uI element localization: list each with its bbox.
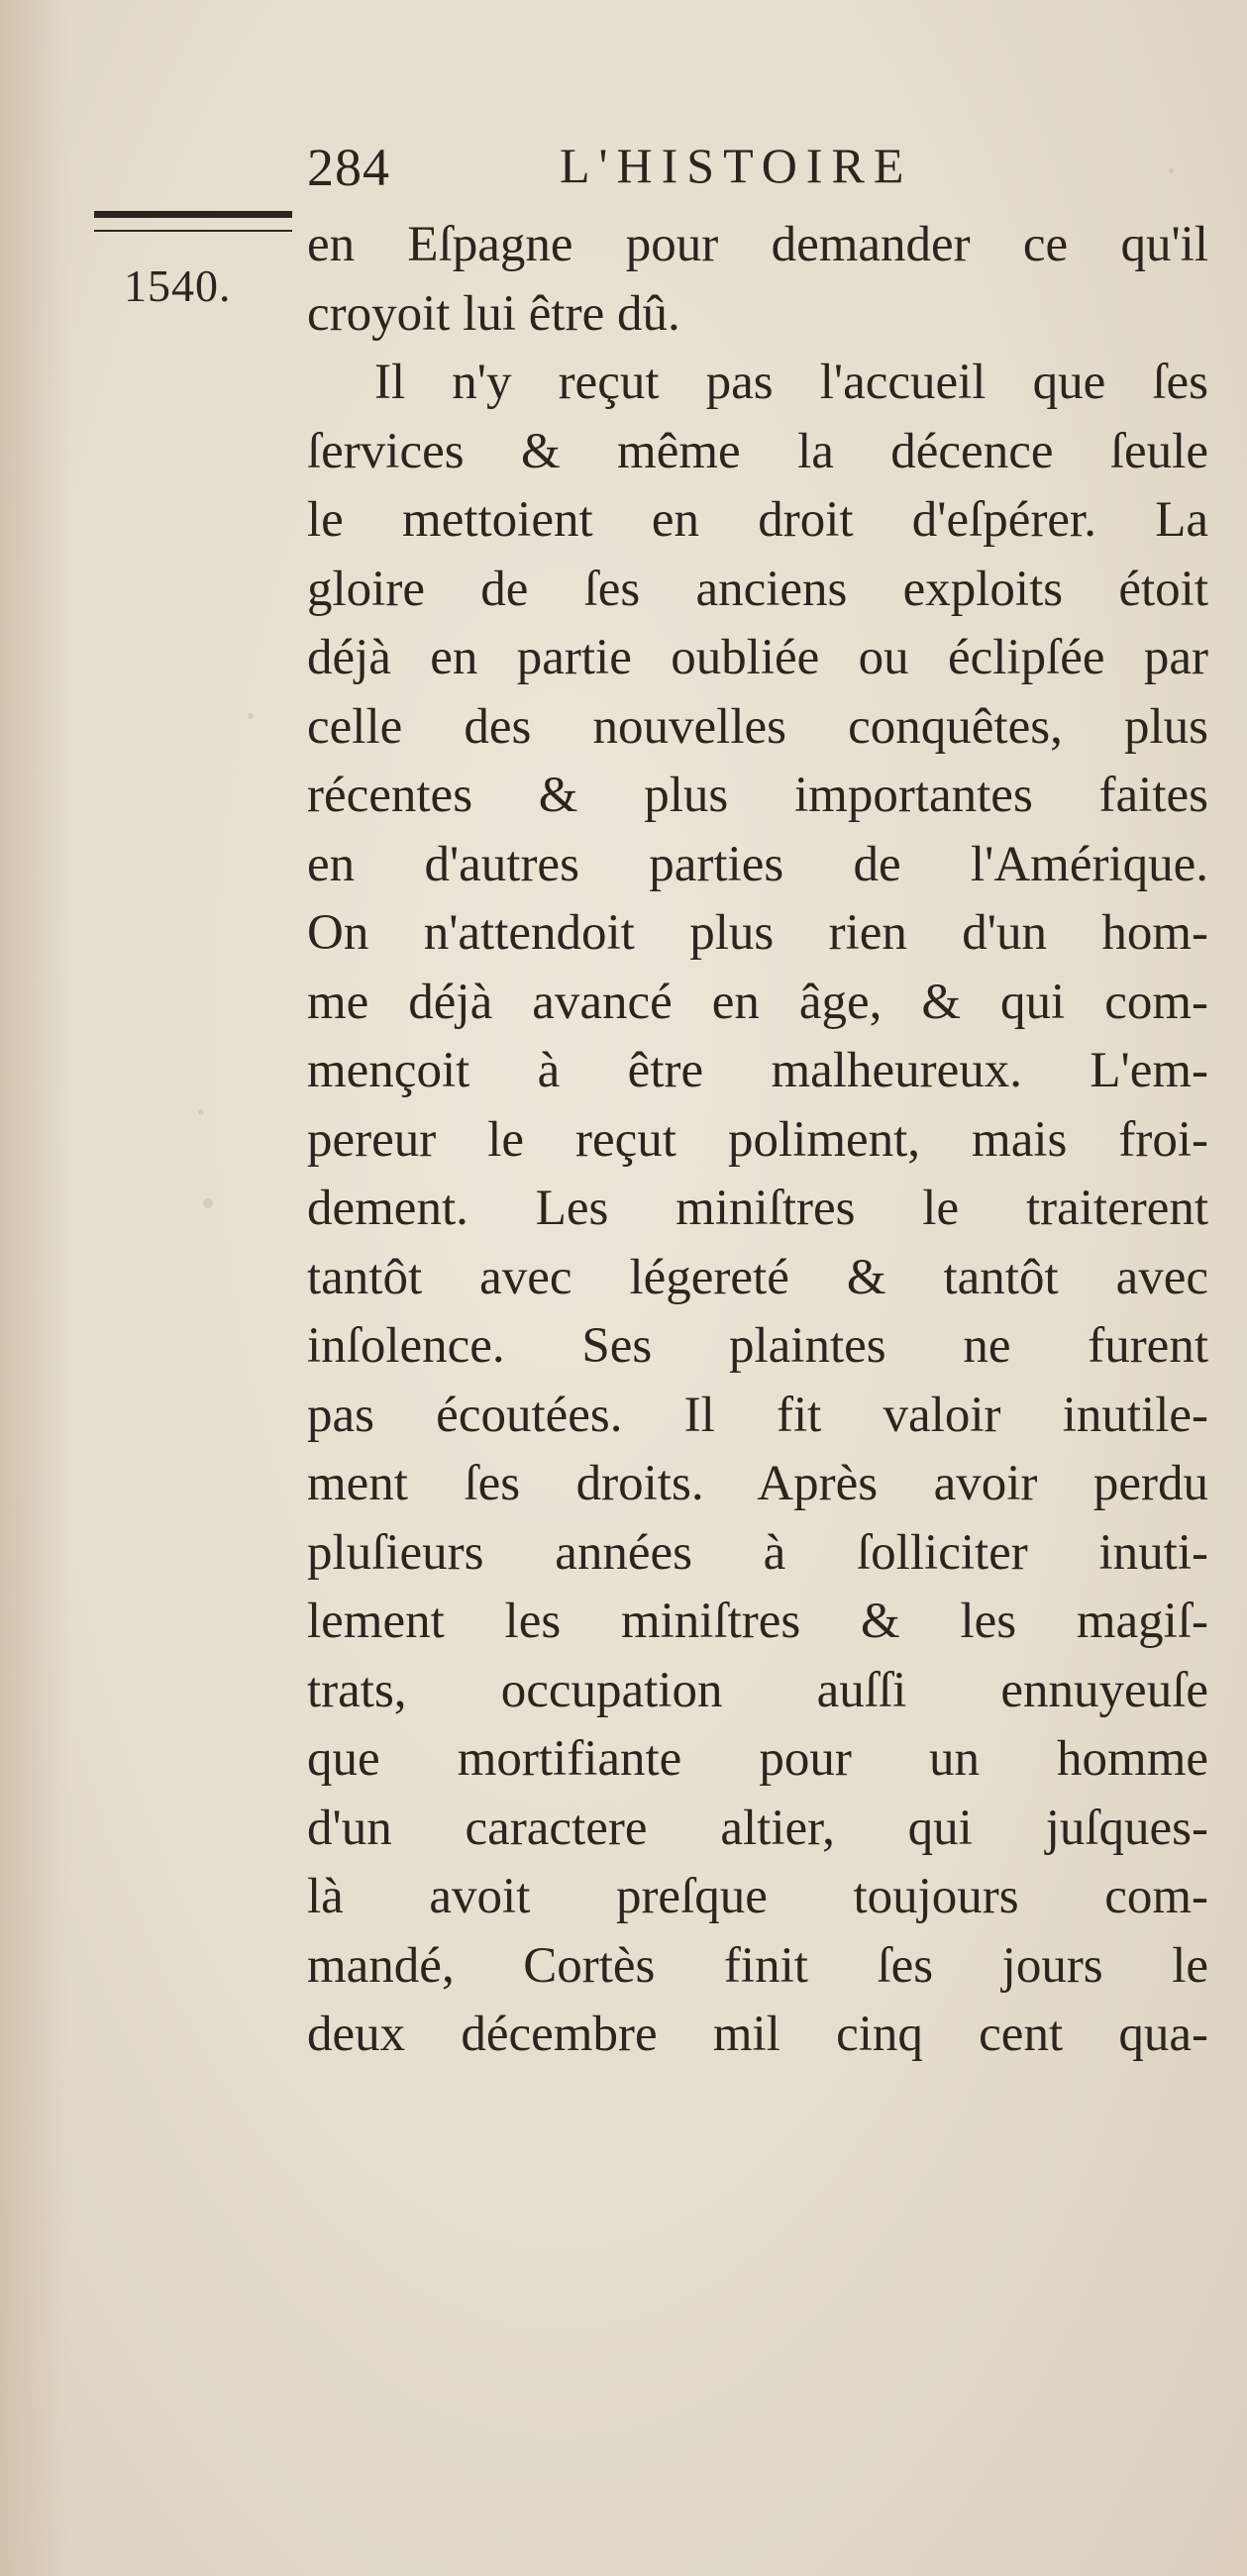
text-line: en Eſpagne pour demander ce qu'il bbox=[307, 217, 1208, 272]
text-line: croyoit lui être dû. bbox=[307, 285, 680, 342]
text-line: On n'attendoit plus rien d'un hom- bbox=[307, 905, 1208, 961]
page-header bbox=[307, 137, 1218, 206]
text-line: récentes & plus importantes faites bbox=[307, 768, 1208, 823]
text-line: gloire de ſes anciens exploits étoit bbox=[307, 561, 1208, 617]
text-line: deux décembre mil cinq cent qua- bbox=[307, 2007, 1208, 2062]
text-line: dement. Les miniſtres le traiterent bbox=[307, 1181, 1208, 1236]
body-text bbox=[307, 211, 1208, 2070]
text-line: ſervices & même la décence ſeule bbox=[307, 423, 1208, 479]
text-line: là avoit preſque toujours com- bbox=[307, 1869, 1208, 1924]
text-line: lement les miniſtres & les magiſ- bbox=[307, 1594, 1208, 1649]
page-number: 284 bbox=[307, 138, 390, 197]
text-line: d'un caractere altier, qui juſques- bbox=[307, 1800, 1208, 1856]
margin-year: 1540. bbox=[124, 260, 232, 311]
text-line: celle des nouvelles conquêtes, plus bbox=[307, 698, 1208, 755]
text-line: déjà en partie oubliée ou éclipſée par bbox=[307, 630, 1208, 685]
margin-rule bbox=[94, 211, 292, 232]
text-line: pas écoutées. Il fit valoir inutile- bbox=[307, 1387, 1208, 1443]
foxing-spot bbox=[248, 713, 254, 719]
text-line: pereur le reçut poliment, mais froi- bbox=[307, 1111, 1208, 1168]
text-line: trats, occupation auſſi ennuyeuſe bbox=[307, 1662, 1208, 1718]
foxing-spot bbox=[198, 1109, 204, 1115]
running-title: L'HISTOIRE bbox=[560, 138, 913, 193]
foxing-spot bbox=[203, 1198, 213, 1208]
text-line: tantôt avec légereté & tantôt avec bbox=[307, 1249, 1208, 1305]
text-line: pluſieurs années à ſolliciter inuti- bbox=[307, 1524, 1208, 1581]
text-line: mençoit à être malheureux. L'em- bbox=[307, 1043, 1208, 1098]
text-line: ment ſes droits. Après avoir perdu bbox=[307, 1456, 1208, 1511]
text-line: le mettoient en droit d'eſpérer. La bbox=[307, 492, 1208, 548]
text-line: que mortifiante pour un homme bbox=[307, 1731, 1208, 1787]
page-spine-shadow bbox=[0, 0, 69, 2576]
text-line: me déjà avancé en âge, & qui com- bbox=[307, 974, 1208, 1030]
text-line: mandé, Cortès finit ſes jours le bbox=[307, 1937, 1208, 1994]
text-line: inſolence. Ses plaintes ne furent bbox=[307, 1318, 1208, 1374]
text-line: Il n'y reçut pas l'accueil que ſes bbox=[374, 355, 1208, 410]
text-line: en d'autres parties de l'Amérique. bbox=[307, 836, 1208, 892]
